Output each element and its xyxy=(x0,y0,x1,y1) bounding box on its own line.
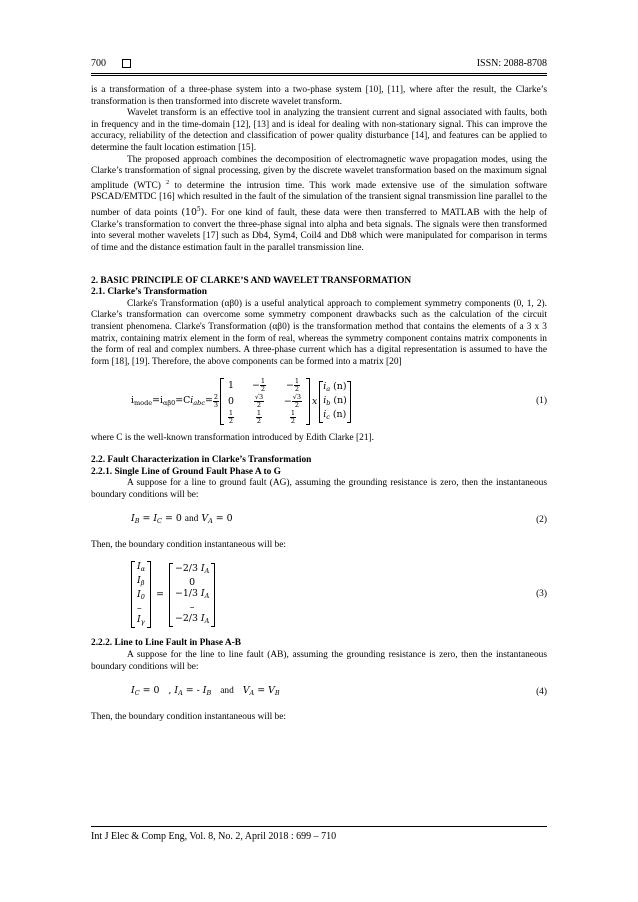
m12: − $\frac{1}{2}$ xyxy=(251,377,265,394)
clarke-matrix xyxy=(220,378,310,425)
eq1-lhs: $i_{mode}=i_{\alpha\beta 0}=Ci_{abc}=$ xyxy=(131,394,213,407)
footer-citation: Int J Elec & Comp Eng, Vol. 8, No. 2, April 2018 : 699 – 710 xyxy=(91,831,337,842)
paragraph-3 xyxy=(91,155,547,255)
page-body xyxy=(91,85,547,723)
eq3-lhs-entry: $I_\alpha$ xyxy=(137,561,146,574)
current-vector-entry: $i_b$ (n) xyxy=(323,394,347,407)
then-text-1: Then, the boundary condition instantaneous will be: xyxy=(91,539,287,550)
m32: $\frac{1}{2}$ xyxy=(256,409,262,426)
eq3-rhs-entry: −1/3 $I_A$ xyxy=(174,587,210,600)
section-2-2-2-title: 2.2.2. Line to Line Fault in Phase A-B xyxy=(91,638,242,649)
then-text-2: Then, the boundary condition instantaneous will be: xyxy=(91,711,287,722)
paragraph-1: is a transformation of a three-phase system into a two-phase system [10], [11], where after the result, the Clarke’s transformation is then transformed into discrete wavelet transform. xyxy=(91,85,547,107)
page-number: 700 xyxy=(91,58,106,69)
m21: 0 xyxy=(227,396,234,408)
eq3-lhs-entry: – xyxy=(137,603,142,615)
eq3-lhs-entry: $I_\gamma$ xyxy=(137,614,145,627)
footer-rule xyxy=(91,826,547,827)
eq3-rhs-entries xyxy=(173,563,211,627)
eq1-times: x xyxy=(311,396,318,408)
eq1-scale-fraction: $\frac{2}{3}$ xyxy=(213,393,218,410)
section-2-1-text: Clarke's Transformation (αβ0) is a useful analytical approach to complement symmetry components (0, 1, 2). Clarke’s transformation can overcome some symmetry component drawbacks such as the calculation of the circuit transient phenomena. Clarke's Transformation (αβ0) is the transformation method that contains the elements of a 3 x 3 matrix, containing matrix element in the form of real, whereas the symmetry component contains matrix components in the form of real and complex numbers. A three-phase current which has a digital representation is assumed to have the form [18], [19]. Therefore, the above components can be formed into a matrix [20] xyxy=(91,298,547,367)
superscript: 2 xyxy=(166,179,170,186)
eq3-rhs-entry: −2/3 $I_A$ xyxy=(174,612,210,625)
section-2-2-1-text: A suppose for a line to ground fault (AG), assuming the grounding resistance is zero, then the instantaneous boundary conditions will be: xyxy=(91,478,547,500)
eq2-number: (2) xyxy=(536,514,547,525)
m13: − $\frac{1}{2}$ xyxy=(285,377,299,394)
m22: $\frac{√3}{2}$ xyxy=(254,393,264,410)
m11: 1 xyxy=(227,380,234,392)
section-2-2-1-title: 2.2.1. Single Line of Ground Fault Phase A to G xyxy=(91,466,281,477)
section-2-title: 2. BASIC PRINCIPLE OF CLARKE’S AND WAVELET TRANSFORMATION xyxy=(91,275,412,286)
eq3-rhs-entry: 0 xyxy=(189,576,196,588)
eq3-equals: = xyxy=(156,589,164,601)
header-rule xyxy=(91,73,547,74)
current-vector-entries xyxy=(323,381,347,423)
eq3-number: (3) xyxy=(536,589,547,600)
clarke-matrix-grid xyxy=(224,378,306,425)
after-eq1-text: where C is the well-known transformation introduced by Edith Clarke [21]. xyxy=(91,433,375,444)
current-vector-entry: $i_a$ (n) xyxy=(323,380,347,393)
m23: − $\frac{√3}{2}$ xyxy=(283,393,302,410)
eq4-expression: $I_C = 0$ , $I_A$ = - $I_B$ and $V_A = V_B$ xyxy=(131,685,280,698)
paragraph-3-part-c: For one kind of fault, these data were then transferred to MATLAB with the help of Clarke’s transformation to convert the three-phase signal into alpha and beta signals. The signals were then transformed into several mother wavelets [17] such as Db4, Sym4, Coil4 and Db8 which were manipulated for comparison in terms of time and the distance estimation fault in the parallel transmission line. xyxy=(91,208,548,253)
eq3-rhs-entry: – xyxy=(189,601,195,613)
paragraph-2: Wavelet transform is an effective tool in analyzing the transient current and signal associated with faults, both in frequency and in the time-domain [12], [13] and is ideal for dealing with non-stationary signal. This can improve the accuracy, reliability of the detection and classification of power quality disturbance [14], and features can be applied to determine the fault location estimation [15]. xyxy=(91,108,547,153)
issn: ISSN: 2088-8708 xyxy=(476,58,547,69)
equation-1 xyxy=(131,378,547,425)
header-left xyxy=(91,58,131,69)
section-2-1-title: 2.1. Clarke’s Transformation xyxy=(91,287,207,298)
section-2-2-title: 2.2. Fault Characterization in Clarke’s Transformation xyxy=(91,454,312,465)
eq3-lhs-entry: $I_0$ xyxy=(137,589,145,602)
equation-3 xyxy=(131,561,547,628)
paragraph-3-part-a: The proposed approach combines the decomposition of electromagnetic wave propagation modes, using the Clarke’s transformation of signal processing, given by the discrete wavelet transformation based on the maximum signal amplitude (WTC) xyxy=(91,154,547,191)
page-header xyxy=(91,58,547,69)
eq3-lhs-entries xyxy=(135,561,147,628)
eq3-rhs-entry: −2/3 $I_A$ xyxy=(174,562,210,575)
current-vector-entry: $i_c$ (n) xyxy=(323,408,347,421)
eq3-lhs-entry: $I_\beta$ xyxy=(137,575,145,588)
section-2-2-2-text: A suppose for the line to line fault (AB), assuming the grounding resistance is zero, then the instantaneous boundary conditions will be: xyxy=(91,650,547,672)
equation-2 xyxy=(131,513,547,528)
paragraph-3-part-b: to determine the intrusion time. This work made extensive use of the simulation software PSCAD/EMTDC [16] which resulted in the fault of the simulation of the transient signal transmission line parallel to the number of data points xyxy=(91,180,547,219)
equation-4 xyxy=(131,685,547,700)
data-point-count: $(10^5)$. xyxy=(181,206,208,219)
eq1-number: (1) xyxy=(536,396,547,407)
eq3-rhs-vector xyxy=(169,563,215,627)
eq3-lhs-vector xyxy=(131,561,151,628)
header-rule-2 xyxy=(91,75,547,76)
m33: $\frac{1}{2}$ xyxy=(290,409,296,426)
m31: $\frac{1}{2}$ xyxy=(228,409,234,426)
eq4-number: (4) xyxy=(536,686,547,697)
current-vector xyxy=(319,381,351,423)
square-bullet-icon xyxy=(122,59,131,68)
eq2-expression: $I_B = I_C = 0$ and $V_A = 0$ xyxy=(131,513,233,526)
